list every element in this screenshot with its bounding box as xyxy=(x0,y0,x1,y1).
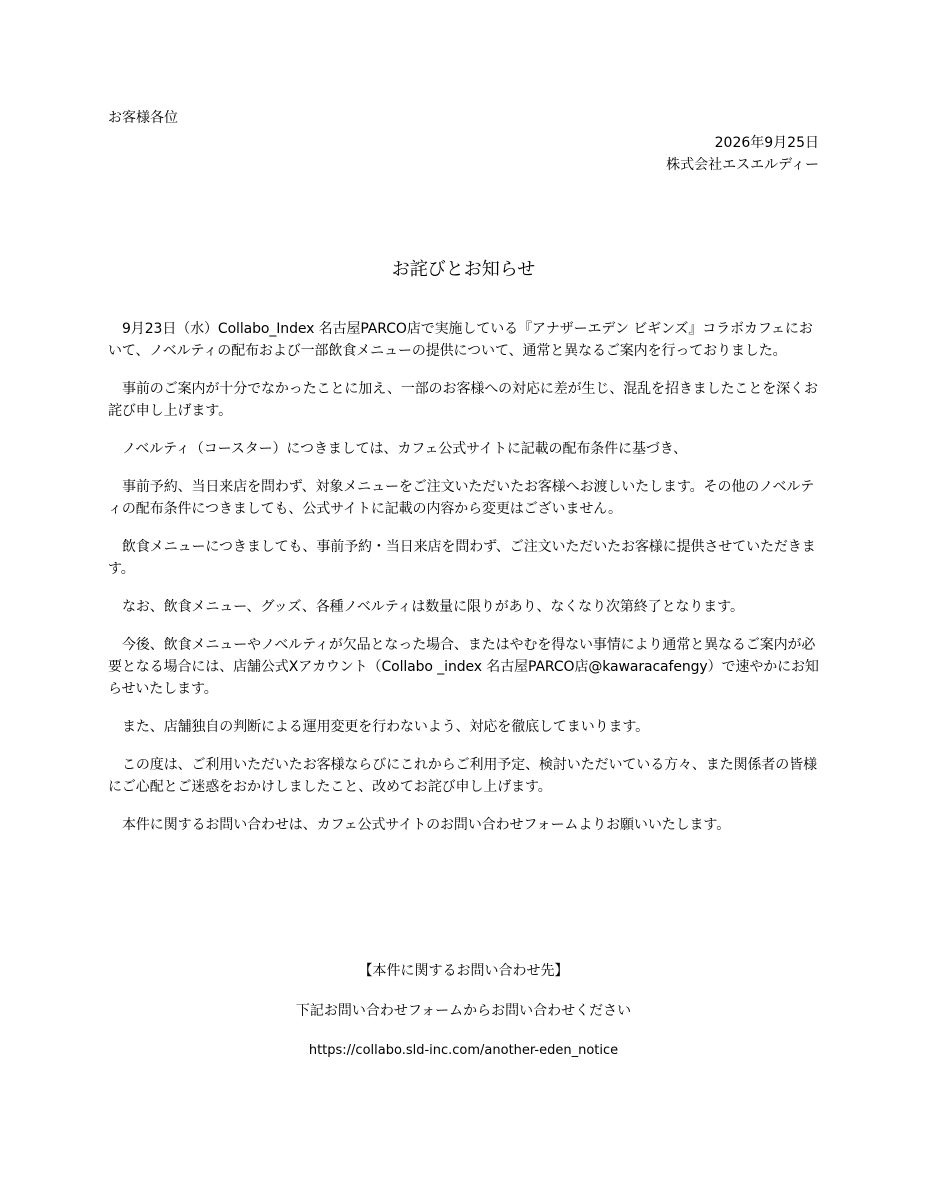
paragraph: また、店舗独自の判断による運用変更を行わないよう、対応を徹底してまいります。 xyxy=(122,719,650,735)
notice-body xyxy=(108,318,820,852)
contact-instruction: 下記お問い合わせフォームからお問い合わせください xyxy=(295,1003,632,1019)
addressee: お客様各位 xyxy=(108,110,178,126)
document-title: お詫びとお知らせ xyxy=(391,259,536,280)
paragraph: 今後、飲食メニューやノベルティが欠品となった場合、またはやむを得ない事情により通常と異なるご案内が必要となる場合には、店舗公式Xアカウント（Collabo _index 名古屋PARCO店@kawaracafengy）で速やかにお知らせいたします。 xyxy=(108,637,819,697)
paragraph: ノベルティ（コースター）につきましては、カフェ公式サイトに記載の配布条件に基づき、 xyxy=(122,441,687,457)
paragraph: 9月23日（水）Collabo_Index 名古屋PARCO店で実施している『アナザーエデン ビギンズ』コラボカフェにおいて、ノベルティの配布および一部飲食メニューの提供について、通常と異なるご案内を行っておりました。 xyxy=(108,321,813,359)
paragraph: この度は、ご利用いただいたお客様ならびにこれからご利用予定、検討いただいている方々、また関係者の皆様にご心配とご迷惑をおかけしましたこと、改めてお詫び申し上げます。 xyxy=(108,757,817,795)
issue-date: 2026年9月25日 xyxy=(714,135,819,151)
contact-section xyxy=(0,960,927,1062)
paragraph: 事前予約、当日来店を問わず、対象メニューをご注文いただいたお客様へお渡しいたします。その他のノベルティの配布条件につきましても、公式サイトに記載の内容から変更はございません。 xyxy=(108,479,815,517)
contact-heading: 【本件に関するお問い合わせ先】 xyxy=(358,963,569,979)
paragraph: 事前のご案内が十分でなかったことに加え、一部のお客様への対応に差が生じ、混乱を招きましたことを深くお詫び申し上げます。 xyxy=(108,381,818,419)
contact-url-link[interactable]: https://collabo.sld-inc.com/another-eden_notice xyxy=(308,1043,619,1058)
paragraph: 飲食メニューにつきましても、事前予約・当日来店を問わず、ご注文いただいたお客様に提供させていただきます。 xyxy=(108,539,816,577)
sender-block xyxy=(666,132,819,176)
paragraph: なお、飲食メニュー、グッズ、各種ノベルティは数量に限りがあり、なくなり次第終了となります。 xyxy=(122,599,744,615)
paragraph: 本件に関するお問い合わせは、カフェ公式サイトのお問い合わせフォームよりお願いいたします。 xyxy=(122,817,731,833)
company-name: 株式会社エスエルディー xyxy=(666,157,819,173)
